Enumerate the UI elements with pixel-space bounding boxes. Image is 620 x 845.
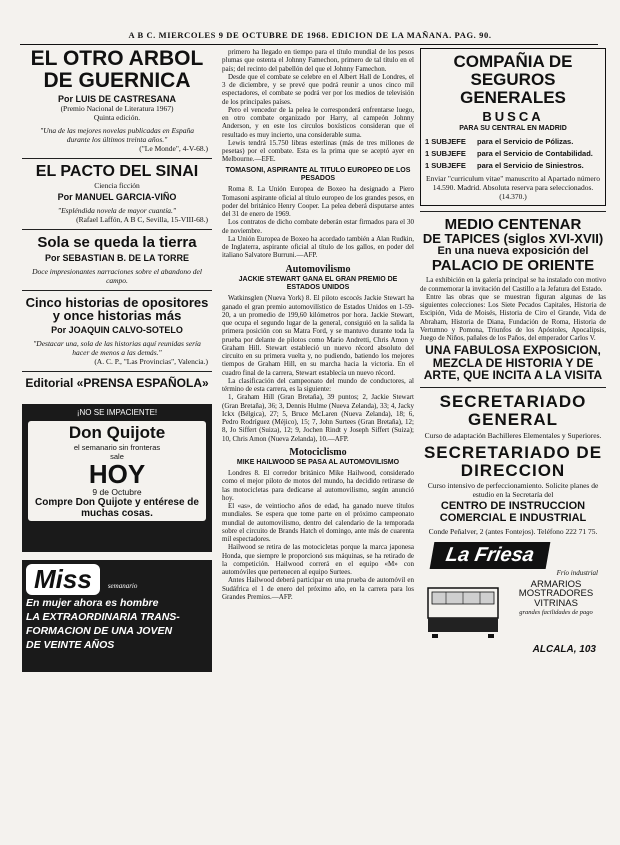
seguros-sub: PARA SU CENTRAL EN MADRID — [459, 125, 567, 133]
miss-logo: Miss — [26, 564, 100, 595]
seguros-row2 — [425, 149, 601, 158]
quijote-date: 9 de Octubre — [92, 486, 142, 497]
tomasoni-para3: La Unión Europea de Boxeo ha acordado también a Alan Rudkin, de Inglaterra, aspirante oficial al título de los gallos, en poder del italiano Salvatore Burruni.—AFP. — [222, 234, 414, 260]
stewart-headline: JACKIE STEWART GANA EL GRAN PREMIO DE ESTADOS UNIDOS — [238, 275, 398, 291]
friesa-products — [508, 580, 604, 617]
publisher-name: Editorial «PRENSA ESPAÑOLA» — [25, 375, 209, 390]
divider — [22, 371, 212, 372]
column-right — [420, 48, 606, 838]
tapices-title1: MEDIO CENTENAR — [444, 215, 582, 233]
ad3-title: Sola se queda la tierra — [37, 233, 197, 251]
ad2-author: Por MANUEL GARCIA-VIÑO — [57, 191, 177, 202]
don-quijote-ad — [22, 404, 212, 552]
tapices-para1: La exhibición en la galería principal se ha instalado con motivo de conmemorar la invitación del Castillo a la Jefatura del Estado. — [420, 276, 606, 293]
seguros-footer: Enviar "curriculum vitae" manuscrito al Apartado número 14.590. Madrid. Absoluta reserva para seleccionados. (14.370.) — [426, 173, 600, 201]
header-rule — [20, 44, 598, 45]
page-header: A B C. MIERCOLES 9 DE OCTUBRE DE 1968. EDICION DE LA MAÑANA. PAG. 90. — [128, 30, 492, 40]
tomasoni-para2: Los contratos de dicho combate deberán estar firmados para el 30 de noviembre. — [222, 218, 414, 235]
hailwood-para2: El «as», de veintiocho años de edad, ha ganado nueve títulos mundiales. Se espera que tome parte en el próximo campeonato mundial de automovilismo, dentro del calendario de la temporada sobre el circuito de Brands Hatch el domingo, ante más de cuarenta mil espectadores. — [222, 502, 414, 544]
seguros-busca: BUSCA — [482, 108, 544, 124]
secretariado-general-text: Curso de adaptación Bachilleres Elementales y Superiores. — [424, 430, 602, 440]
section-automovilismo: Automovilismo — [285, 263, 351, 275]
divider — [420, 387, 606, 388]
seguros-row3-val: para el Servicio de Siniestros. — [477, 160, 584, 170]
seguros-ad — [420, 48, 606, 206]
friesa-line4: grandes facilidades de pago — [519, 609, 593, 617]
ad2-source: (Rafael Laffón, A B C, Sevilla, 15-VIII-68.) — [76, 214, 208, 224]
tapices-para2: Entre las obras que se muestran figuran algunas de las siguientes colecciones: Los Siete Pecados Capitales, Historia de Escipión, Vida de Moisés, Historia de Ciro el Grande, Vida de Abraham, Historia de Diana, Fundación de Roma, Historia de Vertumno y Pomona, Triunfos de los Apóstoles, Apocalipsis, Juego de Niños, pañales de los Paños, del emperador Carlos V. — [420, 292, 606, 342]
boxing-para2: Pero el vencedor de la pelea le corresponderá enfrentarse luego, en otro combate organizado por Harry, al campeón Johnny Anderson, y en este los círculos boxísticos consideran que el resultado es muy incierto, una considerable suma. — [222, 105, 414, 139]
friesa-line1: ARMARIOS — [530, 578, 582, 590]
seguros-title: COMPAÑIA DE SEGUROS GENERALES — [453, 52, 573, 107]
divider — [22, 290, 212, 291]
divider — [22, 158, 212, 159]
display-cabinet-icon — [424, 578, 502, 640]
hailwood-headline: MIKE HAILWOOD SE PASA AL AUTOMOVILISMO — [236, 458, 400, 466]
quijote-panel — [28, 421, 206, 521]
stewart-para3: 1, Graham Hill (Gran Bretaña), 39 puntos; 2, Jackie Stewart (Gran Bretaña), 36; 3, Dennis Hulme (Nueva Zelanda), 33; 4, Jacky Ickx (Bélgica), 27; 5, Bruce McLaren (Nueva Zelanda), 18; 6, Pedro Rodríguez (Méjico), 15; 7, John Surtees (Gran Bretaña), 12; 8, Jo Siffert (Suiza), 12; 9, Jochen Rindt y Joseph Siffert (Suiza); 10, Chris Amon (Nueva Zelanda), 10.—AFP. — [222, 393, 414, 443]
boxing-intro: primero ha llegado en tiempo para el título mundial de los pesos plumas que ostenta el Johnny Famechon, primero de tal título en el país; del recinto del pabellón del que el Johnny Famechon. — [222, 48, 414, 73]
divider — [22, 229, 212, 230]
section-motociclismo: Motociclismo — [289, 446, 347, 458]
miss-line3: FORMACION DE UNA JOVEN — [26, 624, 173, 637]
divider — [420, 211, 606, 212]
ad4-title: Cinco historias de opositores y once historias más — [25, 294, 209, 324]
ad2-genre: Ciencia ficción — [94, 180, 140, 190]
miss-line2: LA EXTRAORDINARIA TRANS- — [26, 610, 180, 623]
quijote-title: Don Quijote — [68, 422, 166, 442]
ad4-author: Por JOAQUIN CALVO-SOTELO — [51, 324, 183, 335]
secretariado-direccion-title: SECRETARIADO DE DIRECCION — [423, 442, 603, 480]
quijote-line1: ¡NO SE IMPACIENTE! — [76, 407, 158, 417]
seguros-row2-val: para el Servicio de Contabilidad. — [477, 148, 593, 158]
miss-ad — [22, 560, 212, 672]
seguros-row2-key: 1 SUBJEFE — [425, 148, 466, 158]
quijote-hoy: HOY — [88, 458, 146, 489]
miss-tag: semanario — [107, 581, 138, 590]
stewart-para2: La clasificación del campeonato del mundo de conductores, al término de esta carrera, es la siguiente: — [222, 376, 414, 394]
ad1-source: ("Le Monde", 4-V-68.) — [139, 144, 208, 154]
tapices-title2: DE TAPICES (siglos XVI-XVII) — [422, 231, 604, 247]
miss-line1: En mujer ahora es hombre — [26, 596, 159, 609]
quijote-sale: sale — [110, 451, 124, 461]
friesa-logo: La Friesa — [430, 542, 551, 569]
ad1-author: Por LUIS DE CASTRESANA — [57, 94, 176, 105]
hailwood-para1: Londres 8. El corredor británico Mike Hailwood, considerado como el mejor piloto de motos del mundo, ha decidido retirarse de las motocicletas para dedicarse al automovilismo, según anunció hoy. — [222, 469, 414, 502]
seguros-row1-val: para el Servicio de Pólizas. — [477, 136, 574, 146]
friesa-tag: Frío industrial — [556, 568, 598, 577]
column-left — [22, 48, 212, 838]
tapices-slogan: UNA FABULOSA EXPOSICION, MEZCLA DE HISTORIA Y DE ARTE, QUE INCITA A LA VISITA — [423, 343, 603, 383]
friesa-line3: VITRINAS — [534, 598, 578, 610]
seguros-row3-key: 1 SUBJEFE — [425, 160, 466, 170]
hailwood-para4: Antes Hailwood deberá participar en una prueba de automóvil en Sudáfrica el 1 de enero del próximo año, en la carrera para los Grandes Premios.—AFP. — [222, 576, 414, 601]
ad3-quote: Doce impresionantes narraciones sobre el abandono del campo. — [32, 266, 202, 285]
friesa-line2: MOSTRADORES — [518, 588, 594, 600]
secretariado-general-title: SECRETARIADO GENERAL — [439, 392, 587, 429]
quijote-tagline: el semanario sin fronteras — [73, 442, 161, 452]
boxing-para3: Lewis tendrá 15.750 libras esterlinas (más de tres millones de pesetas) por el combate. Esta es la prima que se aceptó ayer en Melbourne.—EFE. — [222, 138, 414, 164]
tomasoni-headline: TOMASONI, ASPIRANTE AL TITULO EUROPEO DE LOS PESADOS — [225, 166, 411, 182]
friesa-ad — [420, 542, 606, 660]
ad4-source: (A. C. P., "Las Provincias", Valencia.) — [94, 356, 208, 366]
ad1-quote: "Una de las mejores novelas publicadas en España durante los últimos treinta años." — [40, 126, 194, 145]
friesa-address: ALCALA, 103 — [532, 643, 596, 655]
seguros-row3 — [425, 161, 601, 170]
ad1-award: (Premio Nacional de Literatura 1967) — [60, 104, 174, 114]
centro-title: CENTRO DE INSTRUCCION COMERCIAL E INDUSTRIAL — [439, 500, 587, 524]
tomasoni-para1: Roma 8. La Unión Europea de Boxeo ha designado a Piero Tomasoni aspirante oficial al título europeo de los grandes pesos, en poder del británico Henry Cooper. La pelea deberá disputarse antes del 31 de enero de 1969. — [222, 185, 414, 219]
ad2-title: EL PACTO DEL SINAI — [35, 163, 199, 181]
seguros-row1-key: 1 SUBJEFE — [425, 136, 466, 146]
seguros-row1 — [425, 137, 601, 146]
secretariado-direccion-text: Curso intensivo de perfeccionamiento. Solicite planes de estudio en la Secretaría del — [427, 481, 599, 500]
miss-line4: DE VEINTE AÑOS — [26, 638, 115, 651]
ad1-title: EL OTRO ARBOL DE GUERNICA — [30, 48, 204, 93]
quijote-cta: Compre Don Quijote y entérese de muchas cosas. — [35, 496, 199, 519]
ad2-quote: "Espléndida novela de mayor cuantía." — [57, 205, 177, 215]
centro-address: Conde Peñalver, 2 (antes Fontejos). Teléfono 222 71 75. — [428, 526, 598, 536]
hailwood-para3: Hailwood se retira de las motocicletas porque la marca japonesa Honda, que siempre le proporcionó sus máquinas, se ha retirado de la competición. Hailwood correrá en el equipo «M» con automóviles que pertenecen al equipo Surtees. — [222, 543, 414, 577]
ad1-edition: Quinta edición. — [93, 113, 141, 123]
tapices-title4: PALACIO DE ORIENTE — [431, 256, 595, 274]
column-middle — [222, 48, 414, 838]
tapices-title3: En una nueva exposición del — [437, 244, 589, 257]
stewart-para1: Watkinsglen (Nueva York) 8. El piloto escocés Jackie Stewart ha ganado el gran premio automovilístico de Estados Unidos en 1-59-20, a un promedio de 199,60 kilómetros por hora. Jackie Stewart, que ocupa el segundo lugar de la general, consiguió en la salida la primera posición con su Matra Ford, y se mantuvo durante toda la prueba por delante de pilotos como Mario Andretti, Chris Amon y Graham Hill. Stewart estableció un nuevo récord absoluto del circuito en su primera vuelta y, no pudiendo, batiendo los mejores tiempos de Graham Hill, en su marcha hacia la victoria. En el cuadro final de la carrera, Stewart establecía un nuevo récord. — [222, 294, 414, 377]
boxing-para1: Desde que el combate se celebre en el Albert Hall de Londres, el 3 de diciembre, y se prevé que podrá reunir a unos cinco mil espectadores, el combate se podrá ver por los medios de televisión de los principales países. — [222, 72, 414, 106]
ad4-quote: "Destacar una, sola de las historias aquí reunidas sería hacer de menos a las demás." — [33, 338, 201, 357]
ad3-author: Por SEBASTIAN B. DE LA TORRE — [44, 252, 189, 263]
